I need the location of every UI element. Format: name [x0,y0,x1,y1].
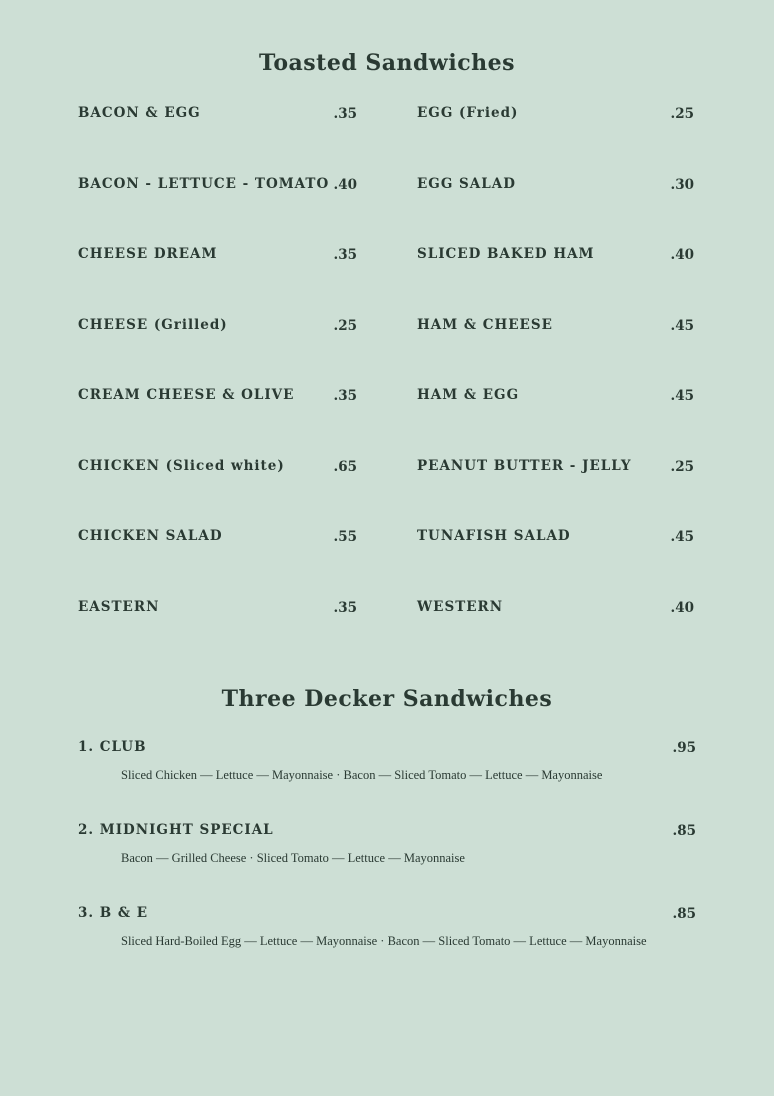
item-price: .85 [672,823,696,839]
menu-row [78,174,698,245]
menu-item [417,597,698,668]
menu-item [417,315,698,386]
item-name: CHEESE (Grilled) [78,316,228,333]
item-name: CREAM CHEESE & OLIVE [78,387,295,403]
item-name: WESTERN [417,598,504,615]
item-price: .35 [333,247,357,263]
decker-item-header [78,903,698,924]
item-name: EGG SALAD [417,175,516,192]
item-name: 2. MIDNIGHT SPECIAL [78,822,274,838]
menu-item [417,103,698,174]
decker-item-header [78,820,698,841]
item-description: Sliced Hard-Boiled Egg — Lettuce — Mayonnaise · Bacon — Sliced Tomato — Lettuce — Mayonnaise [121,934,647,948]
item-name: PEANUT BUTTER - JELLY [417,457,632,474]
menu-item [78,456,417,527]
toasted-menu-grid [78,103,698,667]
menu-row [78,315,698,386]
item-price: .40 [333,176,357,193]
menu-item [78,526,417,597]
item-price: .85 [672,906,696,922]
section-title-toasted: Toasted Sandwiches [259,50,515,76]
item-price: .30 [670,176,694,193]
item-price: .55 [333,529,357,545]
menu-row [78,456,698,527]
item-description: Sliced Chicken — Lettuce — Mayonnaise · Bacon — Sliced Tomato — Lettuce — Mayonnaise [121,768,603,782]
menu-item [78,385,417,456]
item-price: .25 [333,317,357,334]
decker-item-midnight-special [78,820,698,868]
decker-item-club [78,737,698,785]
menu-row [78,597,698,668]
item-name: EASTERN [78,598,160,615]
item-price: .40 [670,599,694,616]
item-name: SLICED BAKED HAM [417,246,595,262]
item-price: .35 [333,599,357,616]
menu-item [417,526,698,597]
item-price: .45 [670,317,694,334]
item-name: HAM & CHEESE [417,316,553,333]
decker-item-header [78,737,698,758]
menu-item [78,174,417,245]
item-price: .95 [672,740,696,756]
item-price: .35 [333,388,357,404]
item-price: .65 [333,458,357,475]
item-price: .45 [670,529,694,545]
item-price: .45 [670,388,694,404]
item-price: .35 [333,106,357,122]
item-name: HAM & EGG [417,387,520,403]
menu-item [417,385,698,456]
section-title-three-decker: Three Decker Sandwiches [221,686,553,712]
item-name: CHICKEN SALAD [78,528,223,544]
item-name: EGG (Fried) [417,105,519,121]
menu-row [78,526,698,597]
item-price: .25 [670,106,694,122]
menu-item [78,244,417,315]
item-name: TUNAFISH SALAD [417,528,571,544]
menu-row [78,244,698,315]
menu-row [78,103,698,174]
menu-row [78,385,698,456]
item-name: CHEESE DREAM [78,246,218,262]
item-name: 1. CLUB [78,739,147,755]
item-name: BACON & EGG [78,105,201,121]
menu-item [78,315,417,386]
item-name: CHICKEN (Sliced white) [78,457,285,474]
decker-item-b-and-e [78,903,698,951]
item-name: BACON - LETTUCE - TOMATO [78,175,330,192]
menu-item [417,244,698,315]
menu-item [417,456,698,527]
item-name: 3. B & E [78,905,149,921]
item-price: .25 [670,458,694,475]
menu-item [417,174,698,245]
menu-item [78,103,417,174]
menu-item [78,597,417,668]
item-price: .40 [670,247,694,263]
item-description: Bacon — Grilled Cheese · Sliced Tomato — Lettuce — Mayonnaise [121,851,465,865]
